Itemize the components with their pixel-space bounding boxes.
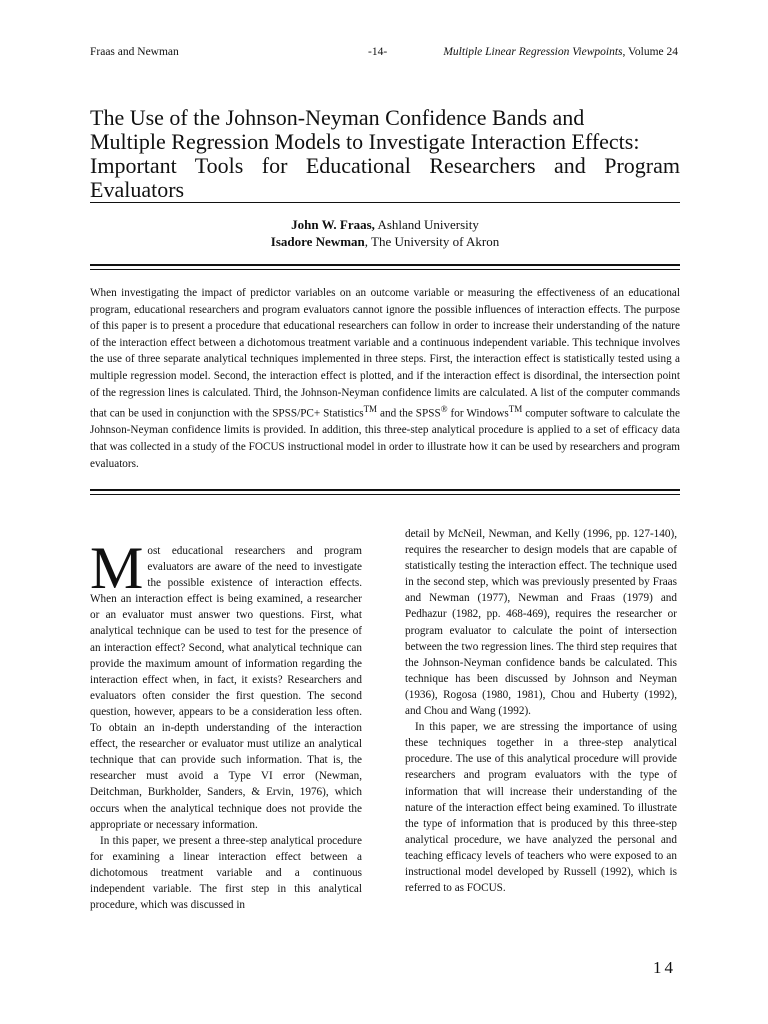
abstract-bottom-rule-thick xyxy=(90,489,680,491)
abstract-bottom-rule-thin xyxy=(90,494,680,495)
author-2 xyxy=(90,233,680,250)
header-journal-title: Multiple Linear Regression Viewpoints xyxy=(443,46,623,58)
paper-title xyxy=(90,106,680,202)
abstract xyxy=(90,285,680,472)
right-paragraph-2: In this paper, we are stressing the importance of using these techniques together in a three-step analytical procedure. The use of this analytical procedure will provide researchers and program evaluators with the type of information that will increase their understanding of the nature of the interaction effect being examined. To illustrate the type of information that is produced by this three-step analytical procedure, we have analyzed the personal and teaching efficacy levels of teachers who were exposed to an instructional model developed by Russell (1992), which is referred to as FOCUS. xyxy=(405,721,677,895)
right-paragraph-1: detail by McNeil, Newman, and Kelly (1996, pp. 127-140), requires the researcher to design models that are capable of statistically testing the interaction effect. The technique used in the second step, which was previously presented by Fraas and Newman (1977), Newman and Fraas (1979) and Pedhazur (1982, pp. 468-469), requires the researcher or program evaluator to calculate the point of intersection between the two regression lines. The third step requires that the Johnson-Neyman confidence bands be calculated. This technique has been discussed by Johnson and Neyman (1936), Rogosa (1980, 1981), Chou and Huberty (1992), and Chou and Wang (1992). xyxy=(405,528,677,718)
abstract-text-1: When investigating the impact of predictor variables on an outcome variable or measuring the effectiveness of an educational program, educational researchers and program evaluators cannot ignore the possible influences of interaction effects. The purpose of this paper is to present a procedure that educational researchers can follow in order to increase their understanding of the nature of the interaction effect between a dichotomous treatment variable and a continuous independent variable. This technique involves the use of three separate analytical techniques implemented in three steps. First, the interaction effect is statistically tested using a multiple regression model. Second, the interaction effect is plotted, and if the interaction effect is disordinal, the intersection point of the regression lines is calculated. Third, the Johnson-Neyman confidence limits are calculated. A list of the computer commands that can be used in conjunction with the SPSS/PC+ Statistics xyxy=(90,287,680,420)
drop-cap: M xyxy=(90,535,144,601)
body-column-left xyxy=(90,535,362,913)
title-line-1: The Use of the Johnson-Neyman Confidence Bands and xyxy=(90,105,585,130)
intro-paragraph-2: In this paper, we present a three-step analytical procedure for examining a linear interaction effect between a dichotomous treatment variable and a continuous independent variable. The first step in this analytical procedure, which was discussed in xyxy=(90,834,362,912)
title-line-2: Multiple Regression Models to Investigate Interaction Effects: xyxy=(90,129,640,154)
header-authors: Fraas and Newman xyxy=(90,46,179,58)
author-2-affiliation: , The University of Akron xyxy=(364,234,500,249)
header-page-number: -14- xyxy=(368,46,388,58)
trademark-symbol: TM xyxy=(363,404,378,415)
title-rule xyxy=(90,202,680,203)
trademark-symbol-2: TM xyxy=(508,404,523,415)
author-1-name: John W. Fraas, xyxy=(291,217,375,232)
author-1-affiliation: Ashland University xyxy=(374,217,479,232)
body-column-right xyxy=(405,526,677,896)
header-journal xyxy=(443,46,678,58)
author-1 xyxy=(90,216,680,233)
registered-symbol: ® xyxy=(440,404,448,415)
abstract-text-2: and the SPSS xyxy=(377,407,441,420)
intro-paragraph-1 xyxy=(90,535,362,833)
title-line-3: Important Tools for Educational Researchers and Program xyxy=(90,153,680,178)
author-block xyxy=(90,216,680,250)
abstract-top-rule-thin xyxy=(90,269,680,270)
page-number: 14 xyxy=(653,958,676,977)
header-volume: , Volume 24 xyxy=(622,46,678,58)
title-line-4: Evaluators xyxy=(90,177,185,202)
abstract-text-4: computer software to calculate the Johnson-Neyman confidence limits is provided. In addition, this three-step analytical procedure is applied to a set of efficacy data that was collected in a study of the FOCUS instructional model in order to illustrate how it can be used by researchers and program evaluators. xyxy=(90,407,680,470)
author-2-name: Isadore Newman xyxy=(270,234,365,249)
running-header xyxy=(90,46,678,62)
abstract-text-3: for Windows xyxy=(447,407,509,420)
abstract-top-rule-thick xyxy=(90,264,680,266)
intro-paragraph-1-text: ost educational researchers and program evaluators are aware of the need to investigate the possible existence of interaction effects. When an interaction effect is being examined, a researcher or an evaluator must answer two questions. First, what analytical technique can be used to test for the presence of an interaction effect? Second, what analytical technique can provide the maximum amount of information regarding the interaction effect when, in fact, it exists? Researchers and evaluators often consider the first question. The second question, however, appears to be a consideration less often. To obtain an in-depth understanding of the interaction effect, the researcher or evaluator must utilize an analytical technique that can provide such information. That is, the researcher must avoid a Type VI error (Newman, Deitchman, Burkholder, Sanders, & Ervin, 1976), which occurs when the analytical technique does not provide the appropriate or necessary information. xyxy=(90,545,362,831)
